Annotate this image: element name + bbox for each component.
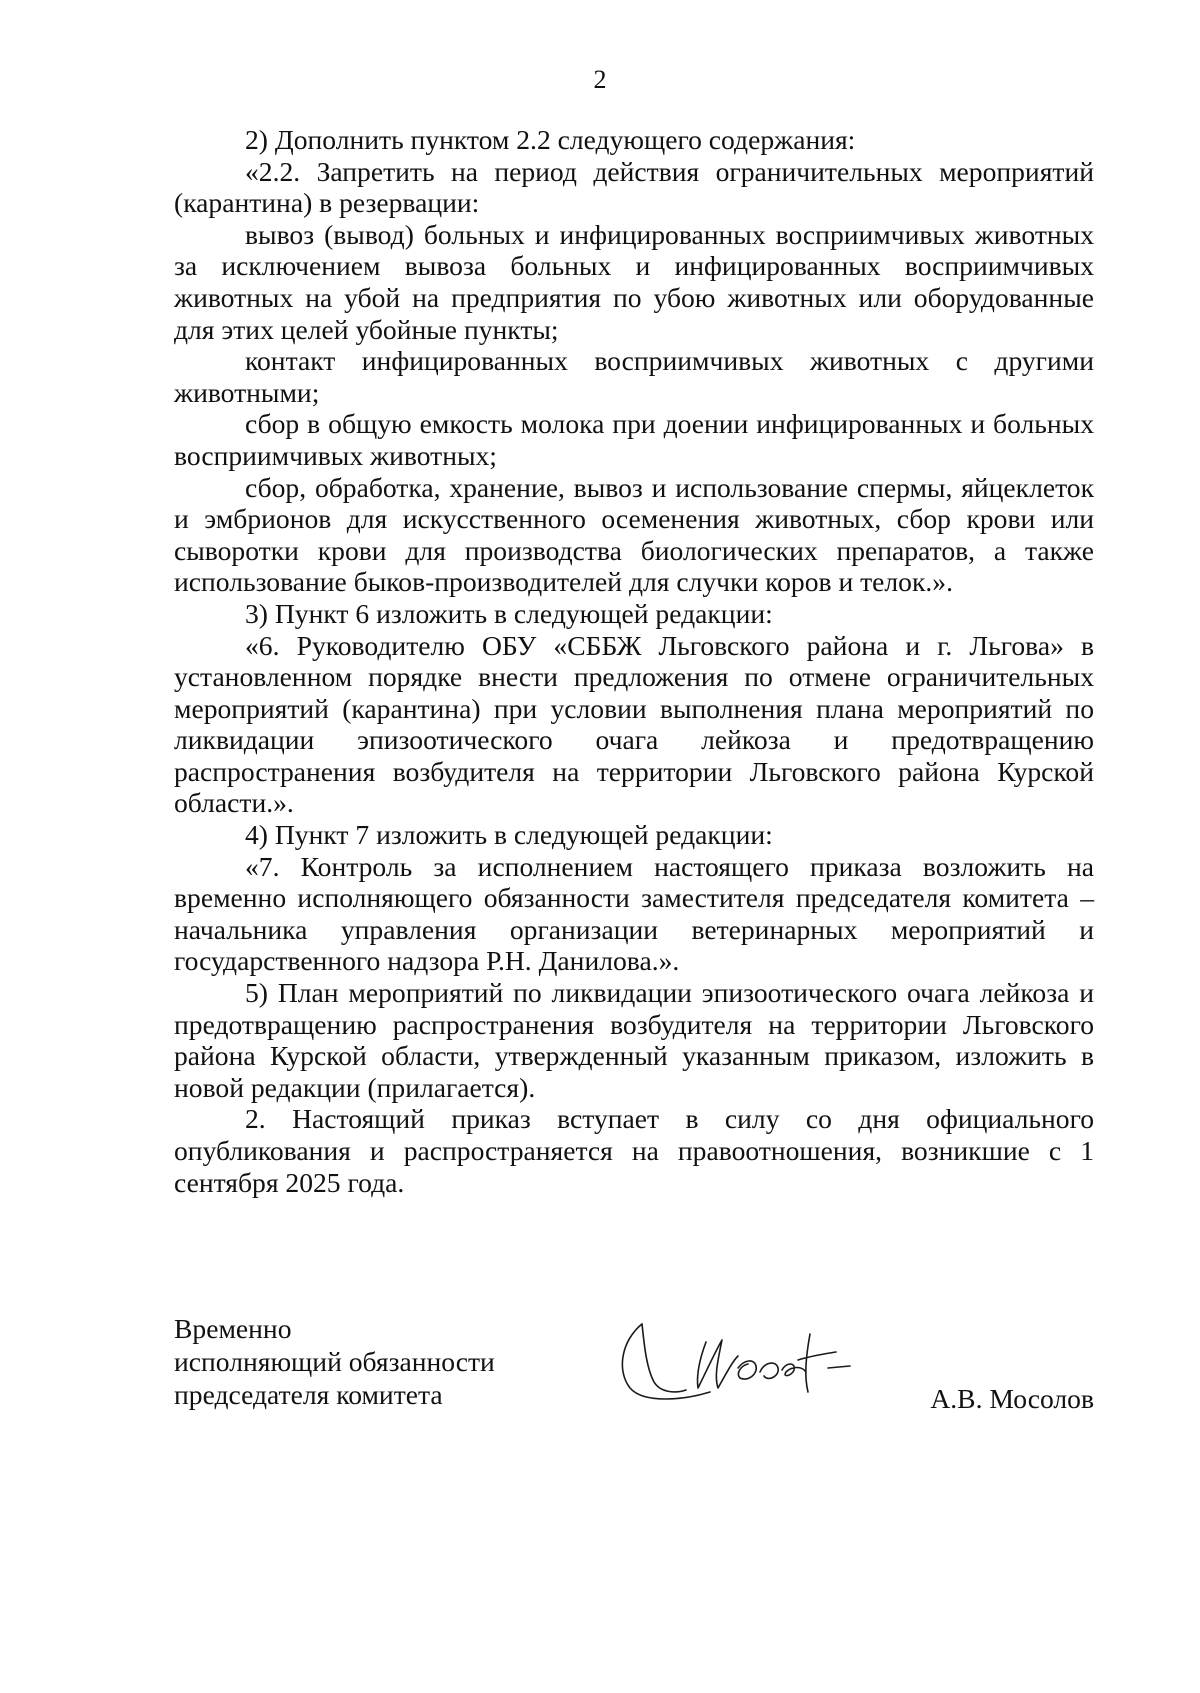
signer-position-line: исполняющий обязанности [174, 1346, 495, 1377]
signer-position-line: Временно [174, 1313, 292, 1344]
paragraph-ban-export: вывоз (вывод) больных и инфицированных восприимчивых животных за исключением вывоза больных и инфицированных восприимчивых животных на убой на предприятия по убою животных или оборудованные для этих целей убойные пункты; [174, 218, 1094, 345]
paragraph-amendment-5: 5) План мероприятий по ликвидации эпизоотического очага лейкоза и предотвращению распространения возбудителя на территории Льговского района Курской области, утвержденный указанным приказом, изложить в новой редакции (прилагается). [174, 977, 1094, 1103]
paragraph-clause-7: «7. Контроль за исполнением настоящего приказа возложить на временно исполняющего обязанности заместителя председателя комитета – начальника управления организации ветеринарных мероприятий и государственного надзора Р.Н. Данилова.». [174, 850, 1094, 977]
paragraph-amendment-4: 4) Пункт 7 изложить в следующей редакции: [245, 819, 773, 851]
paragraph-ban-contact: контакт инфицированных восприимчивых животных с другими животными; [174, 345, 1094, 408]
signature-block [174, 1312, 1094, 1432]
paragraph-ban-milk: сбор в общую емкость молока при доении инфицированных и больных восприимчивых животных; [174, 408, 1094, 471]
paragraph-amendment-2: 2) Дополнить пунктом 2.2 следующего содержания: [245, 124, 856, 155]
paragraph-clause-2-2: «2.2. Запретить на период действия ограничительных мероприятий (карантина) в резервации: [174, 155, 1094, 219]
signer-position-line: председателя комитета [174, 1379, 443, 1410]
document-body [174, 124, 1094, 1198]
signer-position [174, 1312, 495, 1411]
paragraph-ban-breeding: сбор, обработка, хранение, вывоз и использование спермы, яйцеклеток и эмбрионов для искусственного осеменения животных, сбор крови или сыворотки крови для производства биологических препаратов, а также использование быков-производителей для случки коров и телок.». [174, 471, 1094, 598]
paragraph-effective-date: 2. Настоящий приказ вступает в силу со дня официального опубликования и распространяется на правоотношения, возникшие с 1 сентября 2025 года. [174, 1103, 1094, 1198]
page-number: 2 [593, 65, 607, 94]
handwritten-signature [614, 1312, 874, 1412]
paragraph-clause-6: «6. Руководителю ОБУ «СББЖ Льговского района и г. Льгова» в установленном порядке внести предложения по отмене ограничительных мероприятий (карантина) при условии выполнения плана мероприятий по ликвидации эпизоотического очага лейкоза и предотвращению распространения возбудителя на территории Льговского района Курской области.». [174, 629, 1094, 819]
paragraph-amendment-3: 3) Пункт 6 изложить в следующей редакции: [245, 597, 773, 629]
signer-name: А.В. Мосолов [930, 1383, 1094, 1414]
